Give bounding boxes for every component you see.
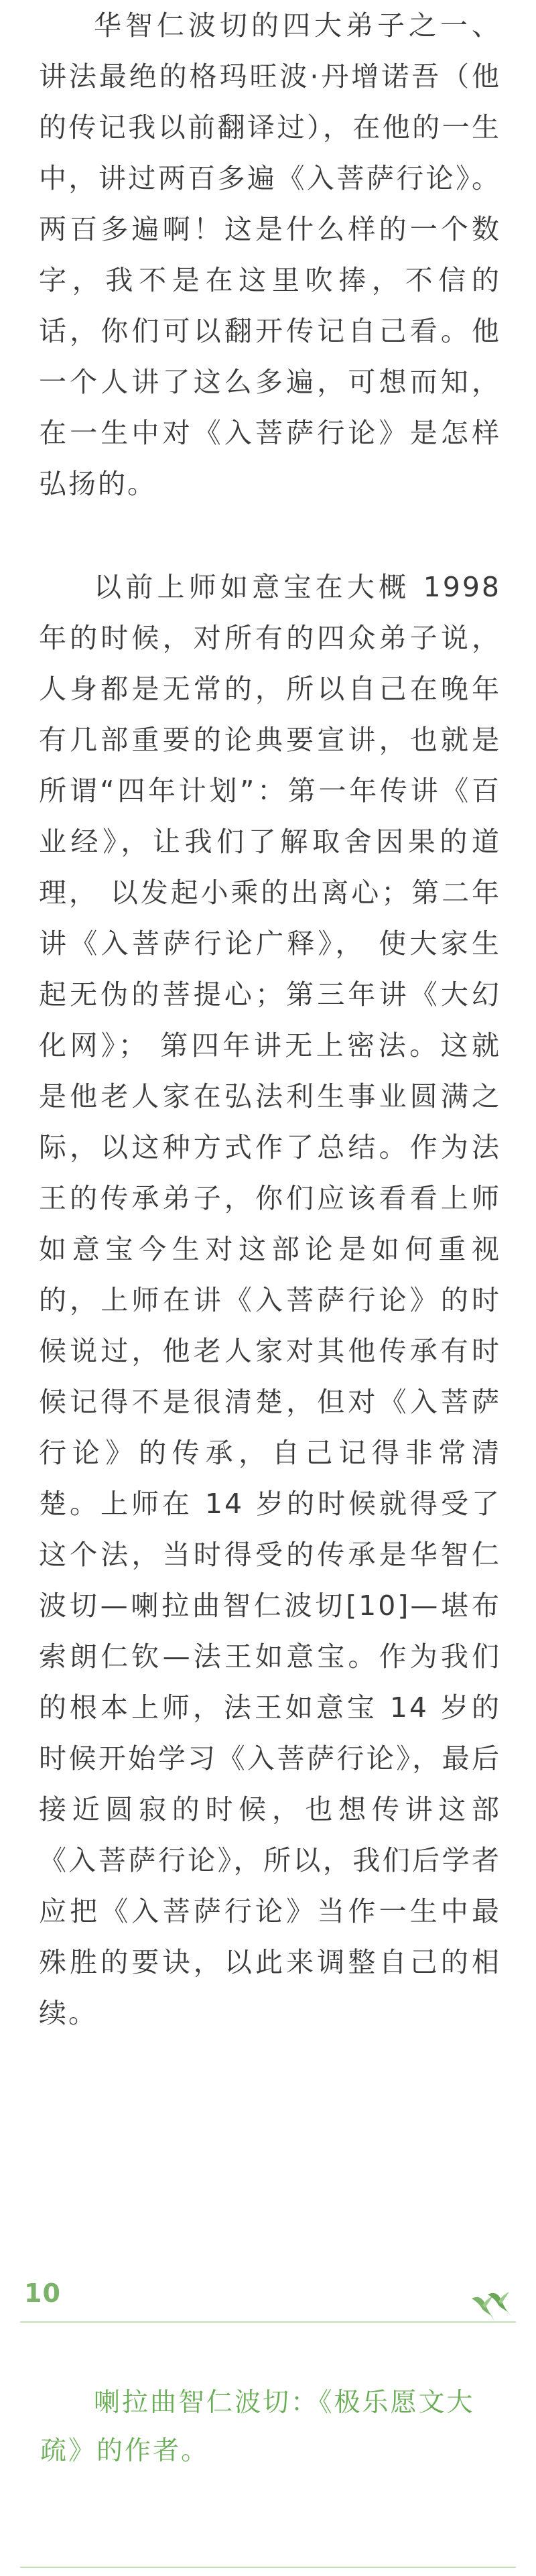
footnote-text: 喇拉曲智仁波切：《极乐愿文大疏》的作者。 xyxy=(40,2388,475,2466)
body-paragraph-2: 以前上师如意宝在大概 1998 年的时候，对所有的四众弟子说，人身都是无常的，所以自己在晚年有几部重要的论典要宣讲，也就是所谓“四年计划”：第一年传讲《百业经》，让我们了解取舍因果的道理， 以发起小乘的出离心；第二年讲《入菩萨行论广释》， 使大家生起无伪的菩提心；第三年讲《大幻化网》； 第四年讲无上密法。这就是他老人家在弘法利生事业圆满之际，以这种方式作了总结。作为法王的传承弟子，你们应该看看上师如意宝今生对这部论是如何重视的，上师在讲《入菩萨行论》的时候说过，他老人家对其他传承有时候记得不是很清楚，但对《入菩萨行论》的传承，自己记得非常清楚。上师在 14 岁的时候就得受了这个法，当时得受的传承是华智仁波切—喇拉曲智仁波切[10]—堪布索朗仁钦—法王如意宝。作为我们的根本上师，法王如意宝 14 岁的时候开始学习《入菩萨行论》，最后接近圆寂的时候，也想传讲这部《入菩萨行论》，所以，我们后学者应把《入菩萨行论》当作一生中最殊胜的要诀，以此来调整自己的相续。 xyxy=(39,571,501,2029)
footnote-divider-bottom xyxy=(20,2567,516,2568)
footnote-divider-top xyxy=(20,2321,516,2323)
swallows-icon xyxy=(468,2285,515,2323)
footnote-number: 10 xyxy=(24,2278,61,2308)
footnote-section xyxy=(20,2278,516,2573)
body-paragraph-1: 华智仁波切的四大弟子之一、讲法最绝的格玛旺波·丹增诺吾（他的传记我以前翻译过），在他的一生中，讲过两百多遍《入菩萨行论》。两百多遍啊！这是什么样的一个数字，我不是在这里吹捧，不信的话，你们可以翻开传记自己看。他一个人讲了这么多遍，可想而知，在一生中对《入菩萨行论》是怎样弘扬的。 xyxy=(39,9,501,500)
